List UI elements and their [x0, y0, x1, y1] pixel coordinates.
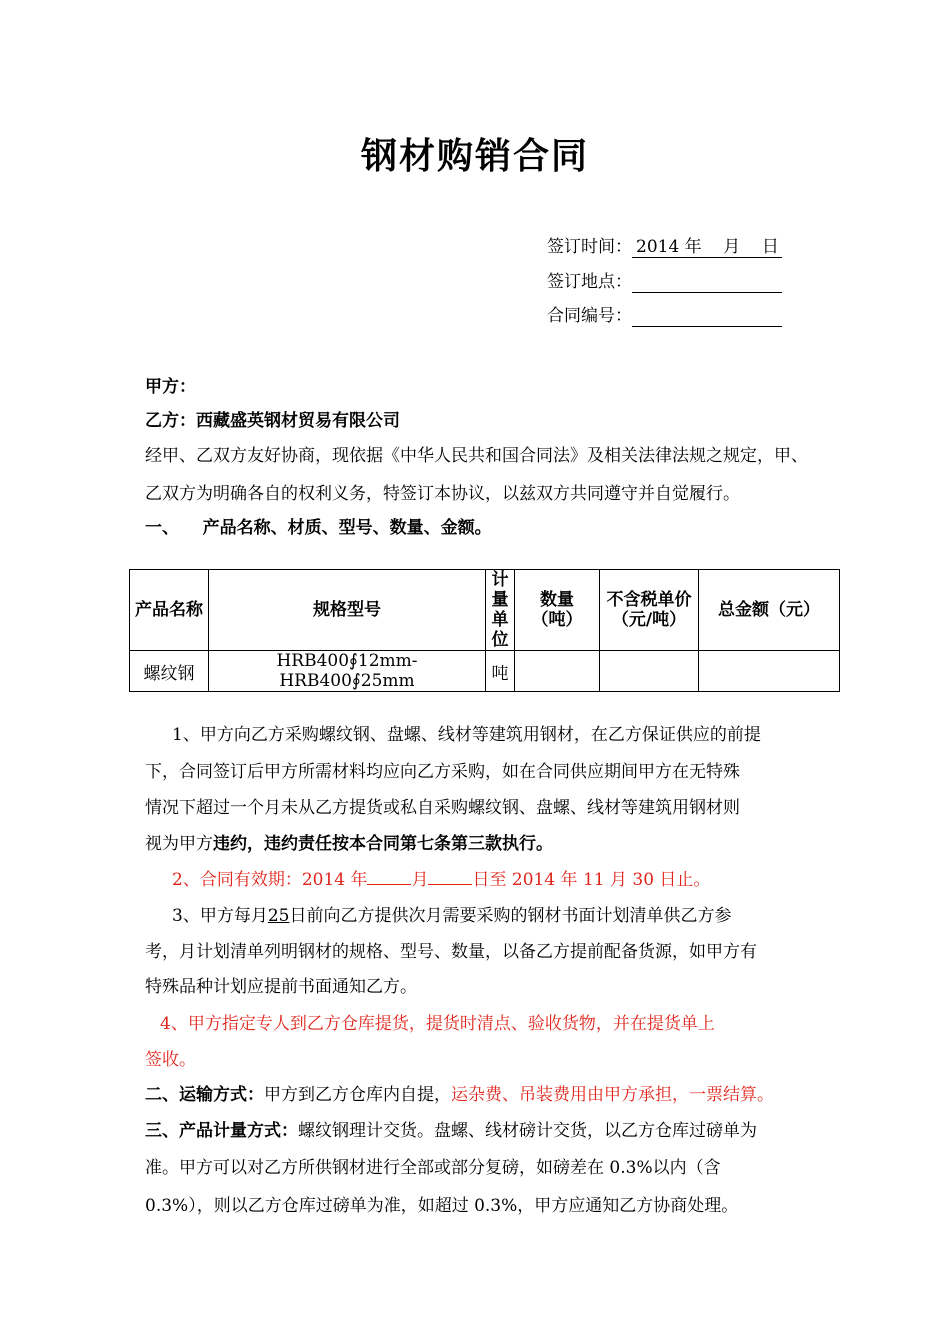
header-spec: 规格型号: [209, 570, 486, 651]
clause1-line-2: 下，合同签订后甲方所需材料均应向乙方采购，如在合同供应期间甲方在无特殊: [145, 762, 740, 782]
table-row: [130, 651, 840, 692]
party-b: 乙方：西藏盛英钢材贸易有限公司: [145, 411, 400, 431]
contract-number: [547, 301, 782, 327]
clause1-line-4-bold: 违约，违约责任按本合同第七条第三款执行。: [213, 834, 553, 854]
clause1-line-4-pre: 视为甲方: [145, 834, 213, 854]
sign-place-label: 签订地点：: [547, 272, 632, 292]
section2-text: 甲方到乙方仓库内自提，: [264, 1085, 451, 1105]
cell-spec: HRB400∮12mm-HRB400∮25mm: [209, 651, 486, 692]
clause2-pre: 2、合同有效期：2014 年: [172, 870, 368, 890]
contract-number-label: 合同编号：: [547, 306, 632, 326]
header-unit-price: 不含税单价（元/吨）: [600, 570, 699, 651]
clause2-month-blank: [367, 870, 411, 885]
page-title: 钢材购销合同: [360, 136, 589, 177]
contract-number-blank: [632, 306, 782, 327]
sign-time-label: 签订时间：: [547, 237, 632, 257]
clause2: [172, 865, 710, 890]
table-header-row: [130, 570, 840, 651]
section3-line-2: 准。甲方可以对乙方所供钢材进行全部或部分复磅，如磅差在 0.3%以内（含: [145, 1158, 721, 1178]
header-unit: 计量单位: [486, 570, 515, 651]
clause1-line-4: [145, 829, 553, 854]
cell-total: [699, 651, 840, 692]
product-table: [129, 569, 840, 692]
clause4-line-2: 签收。: [145, 1050, 196, 1070]
section3-line-3: 0.3%），则以乙方仓库过磅单为准，如超过 0.3%，甲方应通知乙方协商处理。: [145, 1196, 739, 1216]
clause1-line-3: 情况下超过一个月未从乙方提货或私自采购螺纹钢、盘螺、线材等建筑用钢材则: [145, 798, 740, 818]
clause3-line-1: [172, 901, 731, 926]
header-product-name: 产品名称: [130, 570, 209, 651]
sign-time-value: 2014 年 月 日: [632, 232, 782, 258]
clause2-mid2: 日至 2014 年 11 月 30 日止。: [472, 870, 711, 890]
cell-product: 螺纹钢: [130, 651, 209, 692]
section2-red: 运杂费、吊装费用由甲方承担，一票结算。: [451, 1085, 774, 1105]
clause3-line-2: 考，月计划清单列明钢材的规格、型号、数量，以备乙方提前配备货源，如甲方有: [145, 942, 757, 962]
clause2-day-blank: [428, 870, 472, 885]
header-quantity: 数量（吨）: [515, 570, 600, 651]
cell-quantity: [515, 651, 600, 692]
cell-unit: 吨: [486, 651, 515, 692]
clause2-mid1: 月: [411, 870, 429, 890]
section1-heading: 一、 产品名称、材质、型号、数量、金额。: [145, 518, 492, 538]
sign-place-blank: [632, 272, 782, 293]
section3-heading: 三、产品计量方式：: [145, 1121, 298, 1141]
section3-line-1: [145, 1116, 757, 1141]
clause1-line-1: 1、甲方向乙方采购螺纹钢、盘螺、线材等建筑用钢材，在乙方保证供应的前提: [172, 725, 761, 745]
sign-time: [547, 232, 782, 258]
clause3-line-1-post: 日前向乙方提供次月需要采购的钢材书面计划清单供乙方参: [289, 906, 732, 926]
clause3-day: 25: [267, 906, 290, 926]
intro-line-2: 乙双方为明确各自的权利义务，特签订本协议，以兹双方共同遵守并自觉履行。: [145, 484, 740, 504]
clause4-line-1: 4、甲方指定专人到乙方仓库提货，提货时清点、验收货物，并在提货单上: [160, 1014, 715, 1034]
section2-heading: 二、运输方式：: [145, 1085, 264, 1105]
sign-place: [547, 267, 782, 293]
party-a: 甲方：: [145, 377, 196, 397]
cell-unit-price: [600, 651, 699, 692]
intro-line-1: 经甲、乙双方友好协商，现依据《中华人民共和国合同法》及相关法律法规之规定，甲、: [145, 446, 808, 466]
section3-line-1-text: 螺纹钢理计交货。盘螺、线材磅计交货，以乙方仓库过磅单为: [298, 1121, 757, 1141]
clause3-line-3: 特殊品种计划应提前书面通知乙方。: [145, 977, 417, 997]
header-total: 总金额（元）: [699, 570, 840, 651]
clause3-line-1-pre: 3、甲方每月: [172, 906, 268, 926]
section2: [145, 1080, 774, 1105]
